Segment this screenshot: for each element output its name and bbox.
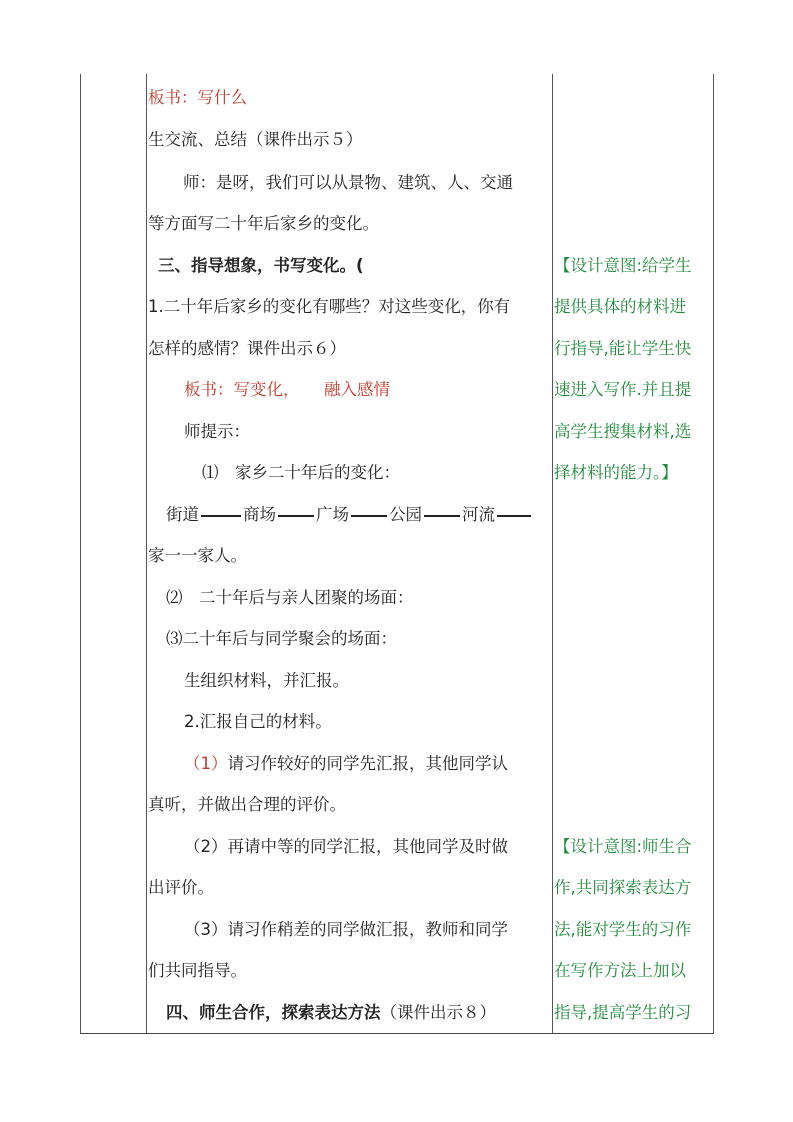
- heading-note: （课件出示８）: [380, 1003, 496, 1022]
- item-text: 请习作较好的同学先汇报，其他同学认: [227, 754, 508, 773]
- text-line: [184, 754, 508, 774]
- table-border-bottom: [80, 1033, 714, 1034]
- heading-text: 四、师生合作，探索表达方法: [166, 1003, 381, 1022]
- chain-item: 河流: [462, 505, 495, 524]
- text-line: ⑴ 家乡二十年后的变化：: [202, 463, 400, 482]
- board-writing-change: 板书：写变化，: [184, 380, 300, 399]
- text-line: （2）再请中等的同学汇报，其他同学及时做: [184, 837, 508, 856]
- chain-dash: [497, 515, 531, 517]
- table-border-col2: [552, 74, 553, 1034]
- design-intent-note: 行指导,能让学生快: [554, 339, 692, 358]
- table-border-col1: [146, 74, 147, 1034]
- text-line: 家一一家人。: [148, 546, 247, 565]
- chain-item: 商场: [243, 505, 276, 524]
- text-line: 真听，并做出合理的评价。: [148, 795, 346, 814]
- chain-dash: [201, 515, 241, 517]
- text-line: 生交流、总结（课件出示５）: [148, 130, 363, 149]
- chain-item: 街道: [166, 505, 199, 524]
- text-line: 生组织材料，并汇报。: [184, 671, 349, 690]
- section-heading-3: 三、指导想象，书写变化。(: [158, 256, 364, 275]
- board-writing-emotion: 融入感情: [324, 380, 390, 399]
- item-number: （1）: [184, 754, 228, 773]
- design-intent-note: 在写作方法上加以: [554, 961, 686, 980]
- design-intent-note: 择材料的能力。】: [554, 463, 678, 482]
- chain-dash: [424, 515, 460, 517]
- text-line: （3）请习作稍差的同学做汇报，教师和同学: [184, 920, 508, 939]
- chain-item: 公园: [389, 505, 422, 524]
- chain-item: 广场: [316, 505, 349, 524]
- text-line: 师提示：: [184, 422, 250, 441]
- text-line: 1.二十年后家乡的变化有哪些？对这些变化，你有: [148, 297, 511, 316]
- text-line: 出评价。: [148, 878, 214, 897]
- text-line: 2.汇报自己的材料。: [184, 712, 332, 731]
- design-intent-note: 高学生搜集材料,选: [554, 422, 692, 441]
- design-intent-note: 法,能对学生的习作: [554, 920, 692, 939]
- design-intent-note: 速进入写作.并且提: [554, 380, 692, 399]
- design-intent-note: 作,共同探索表达方: [554, 878, 692, 897]
- table-border-left: [80, 74, 81, 1034]
- design-intent-note: 【设计意图:给学生: [554, 256, 692, 275]
- chain-dash: [278, 515, 314, 517]
- text-line: ⑵ 二十年后与亲人团聚的场面：: [166, 588, 414, 607]
- table-border-right: [713, 74, 714, 1034]
- text-line: 等方面写二十年后家乡的变化。: [148, 214, 379, 233]
- design-intent-note: 提供具体的材料进: [554, 297, 686, 316]
- section-heading-4: [166, 1003, 496, 1023]
- design-intent-note: 指导,提高学生的习: [554, 1003, 692, 1022]
- chain-dash: [351, 515, 387, 517]
- design-intent-note: 【设计意图:师生合: [554, 837, 692, 856]
- board-writing-what: 板书：写什么: [148, 88, 247, 107]
- text-line: 们共同指导。: [148, 961, 247, 980]
- change-chain: [166, 505, 533, 525]
- text-line: ⑶二十年后与同学聚会的场面：: [166, 629, 397, 648]
- text-line: 师：是呀，我们可以从景物、建筑、人、交通: [183, 173, 513, 192]
- text-line: 怎样的感情？课件出示６）: [148, 339, 346, 358]
